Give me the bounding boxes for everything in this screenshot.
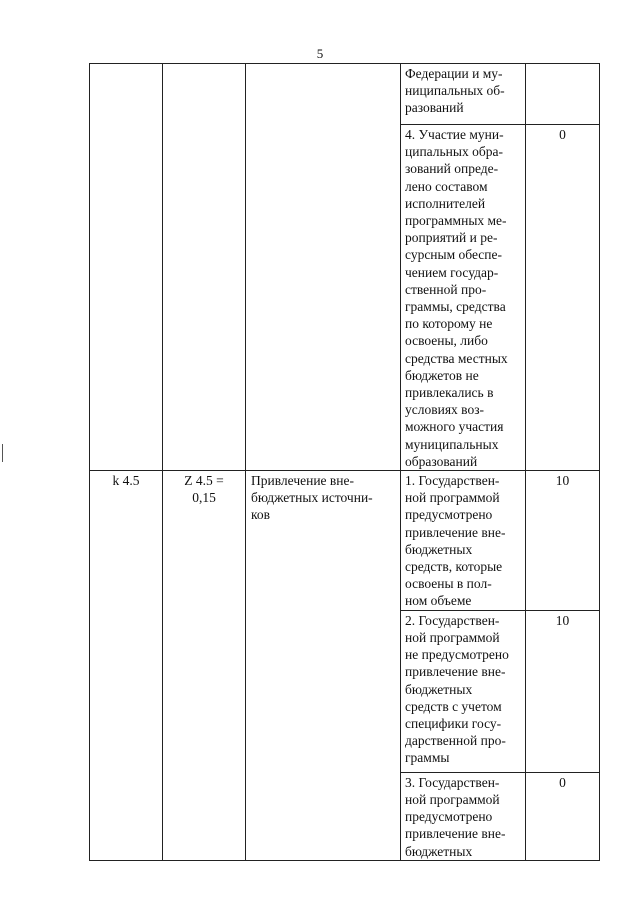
score-cell: 0 [526, 772, 600, 860]
criterion-cell: Привлечение вне- бюджетных источни- ков [246, 471, 401, 861]
table-row [90, 64, 600, 125]
code-cell: k 4.5 [90, 471, 163, 861]
page-number: 5 [316, 46, 324, 61]
condition-cell: Федерации и му- ниципальных об- разований [401, 64, 526, 125]
weight-cell [163, 64, 246, 471]
condition-cell: 2. Государствен- ной программой не предусмотрено привлечение вне- бюджетных средств с учетом специфики госу- дарственной про- граммы [401, 610, 526, 772]
condition-cell: 3. Государствен- ной программой предусмотрено привлечение вне- бюджетных [401, 772, 526, 860]
weight-cell: Z 4.5 = 0,15 [163, 471, 246, 861]
code-cell [90, 64, 163, 471]
score-cell: 10 [526, 610, 600, 772]
scan-edge-mark [2, 444, 3, 462]
condition-cell: 4. Участие муни- ципальных обра- зований опреде- лено составом исполнителей программных ме- роприятий и ре- сурсным обеспе- чением государ- ственной про- граммы, средства по которому не освоены, либо средства местных бюджетов не привлекались в условиях воз- можного участия муниципальных образований [401, 125, 526, 471]
criterion-cell [246, 64, 401, 471]
score-cell: 0 [526, 125, 600, 471]
criteria-table [89, 63, 600, 861]
table-row [90, 471, 600, 611]
score-cell: 10 [526, 471, 600, 611]
condition-cell: 1. Государствен- ной программой предусмотрено привлечение вне- бюджетных средств, которые освоены в пол- ном объеме [401, 471, 526, 611]
score-cell [526, 64, 600, 125]
